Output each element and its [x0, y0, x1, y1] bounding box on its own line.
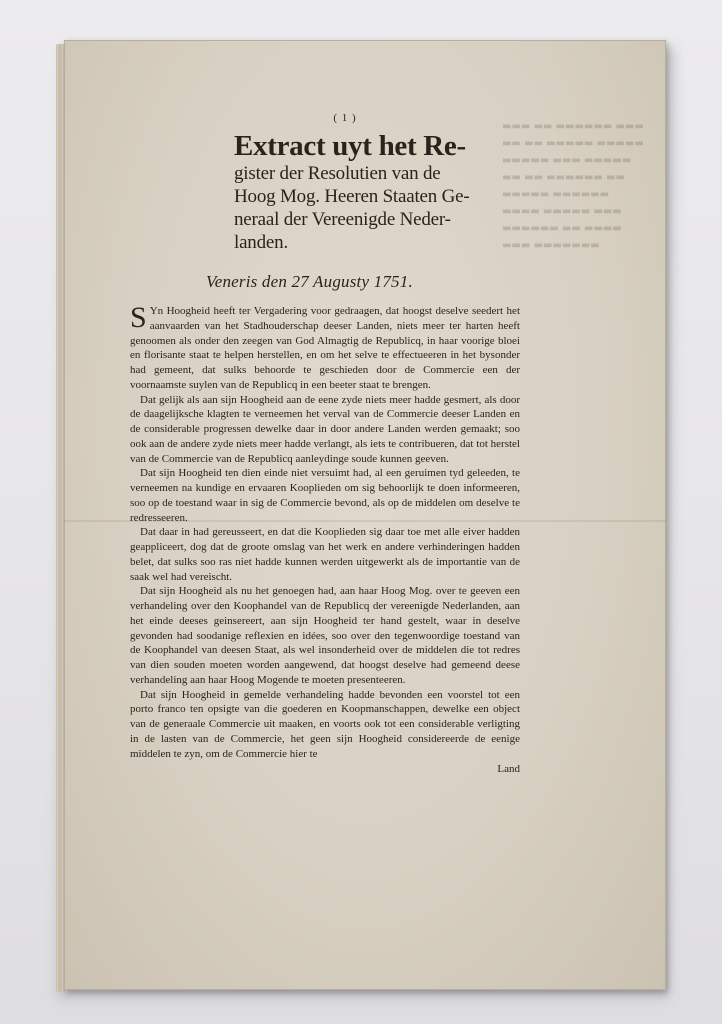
document-content [130, 112, 520, 777]
title-line-5: landen. [234, 232, 288, 253]
paragraph-5: Dat sijn Hoogheid als nu het genoegen had, aan haar Hoog Mog. over te geeven een verhandeling over den Koophandel van de Republicq der vereenigde Nederlanden, aan het einde deeses geinsereert, aan sijn Hoogheid ter hand gestelt, waar in deselve gevonden had soodanige reflexien en idées, soo over den tegenwoordige toestand van de Koophandel van deesen Staat, als wel insonderheid over de middelen die tot redres van dien souden moeten worden aangewend, dat hoogst deselve had gemeend deese verhandeling aan haar Hoog Mogende te moeten presenteeren. [130, 585, 520, 686]
title-line-1: Extract uyt het Re- [234, 130, 466, 162]
paragraph-6: Dat sijn Hoogheid in gemelde verhandeling hadde bevonden een voorstel tot een porto franco ten opsigte van die goederen en Koopmanschappen, dewelke een object van de generaale Commercie uit maaken, en voorts ook tot een considerable verligting in de lasten van de Commercie, het geen sijn Hoogheid considereerde de eenige middelen te zyn, om de Commercie hier te [130, 688, 520, 760]
bleed-through-text: ▬▬▬ ▬▬▬▬▬▬ ▬▬ ▬▬▬ ▬▬▬▬▬ ▬▬▬▬▬ ▬▬ ▬▬ ▬▬▬▬▬ ▬▬▬ ▬▬▬▬▬ ▬▬ ▬▬▬▬▬▬ ▬▬ ▬▬ ▬▬▬▬▬▬ ▬▬▬▬▬ ▬▬▬ ▬▬▬▬▬ ▬▬▬▬ ▬▬▬▬ ▬▬ ▬▬▬▬▬▬ ▬▬▬▬▬▬▬ ▬▬▬ [502, 121, 644, 251]
drop-cap: S [130, 301, 147, 334]
document-title [234, 130, 520, 254]
paragraph-1-text: Yn Hoogheid heeft ter Vergadering voor gedraagen, dat hoogst deselve seedert het aanvaarden van het Stadhouderschap deeser Landen, niets meer ter harten heeft genoomen als onder den zeegen van God Almagtig de Republicq, in haar voorige bloei en florisante staat te helpen herstellen, en om het selve te effectueeren in het bysonder had gemeent, dat sulks behoorde te geschieden door de Commercie een der voornaamste suylen van de Republicq in een beeter staat te brengen. [130, 305, 520, 391]
paragraph-2: Dat gelijk als aan sijn Hoogheid aan de eene zyde niets meer hadde gesmert, als door de daagelijksche klagten te verneemen het verval van de Commercie deeser Landen en de considerable progressen dewelke daar in door andere Landen werden gemaakt; soo ook aan de andere zyde niets meer hadde verlangt, als iets te contribueren, dat tot herstel van de Commercie van de Republicq aanleydinge soude kunnen geeven. [130, 393, 520, 465]
title-line-4: neraal der Vereenigde Neder- [234, 209, 451, 230]
document-body [130, 301, 520, 777]
page-number: ( 1 ) [333, 112, 357, 124]
date-line: Veneris den 27 Augusty 1751. [206, 272, 413, 291]
catchword: Land [497, 763, 520, 776]
paragraph-1 [130, 301, 520, 393]
title-line-2: gister der Resolutien van de [234, 163, 441, 184]
paragraph-4: Dat daar in had gereusseert, en dat die Kooplieden sig daar toe met alle eiver hadden geappliceert, dog dat de groote omslag van het werk en andere verhinderingen hadden belet, dat sulks soo ras niet hadde kunnen werden uitgewerkt als de importantie van de saak wel had vereischt. [130, 526, 520, 583]
paragraph-3: Dat sijn Hoogheid ten dien einde niet versuimt had, al een geruimen tyd geleeden, te verneemen na kundige en ervaaren Kooplieden om sig behoorlijk te doen informeeren, soo op de toestand waar in sig de Commercie bevond, als op de middelen om deselve te redresseeren. [130, 467, 520, 524]
title-line-3: Hoog Mog. Heeren Staaten Ge- [234, 186, 470, 207]
